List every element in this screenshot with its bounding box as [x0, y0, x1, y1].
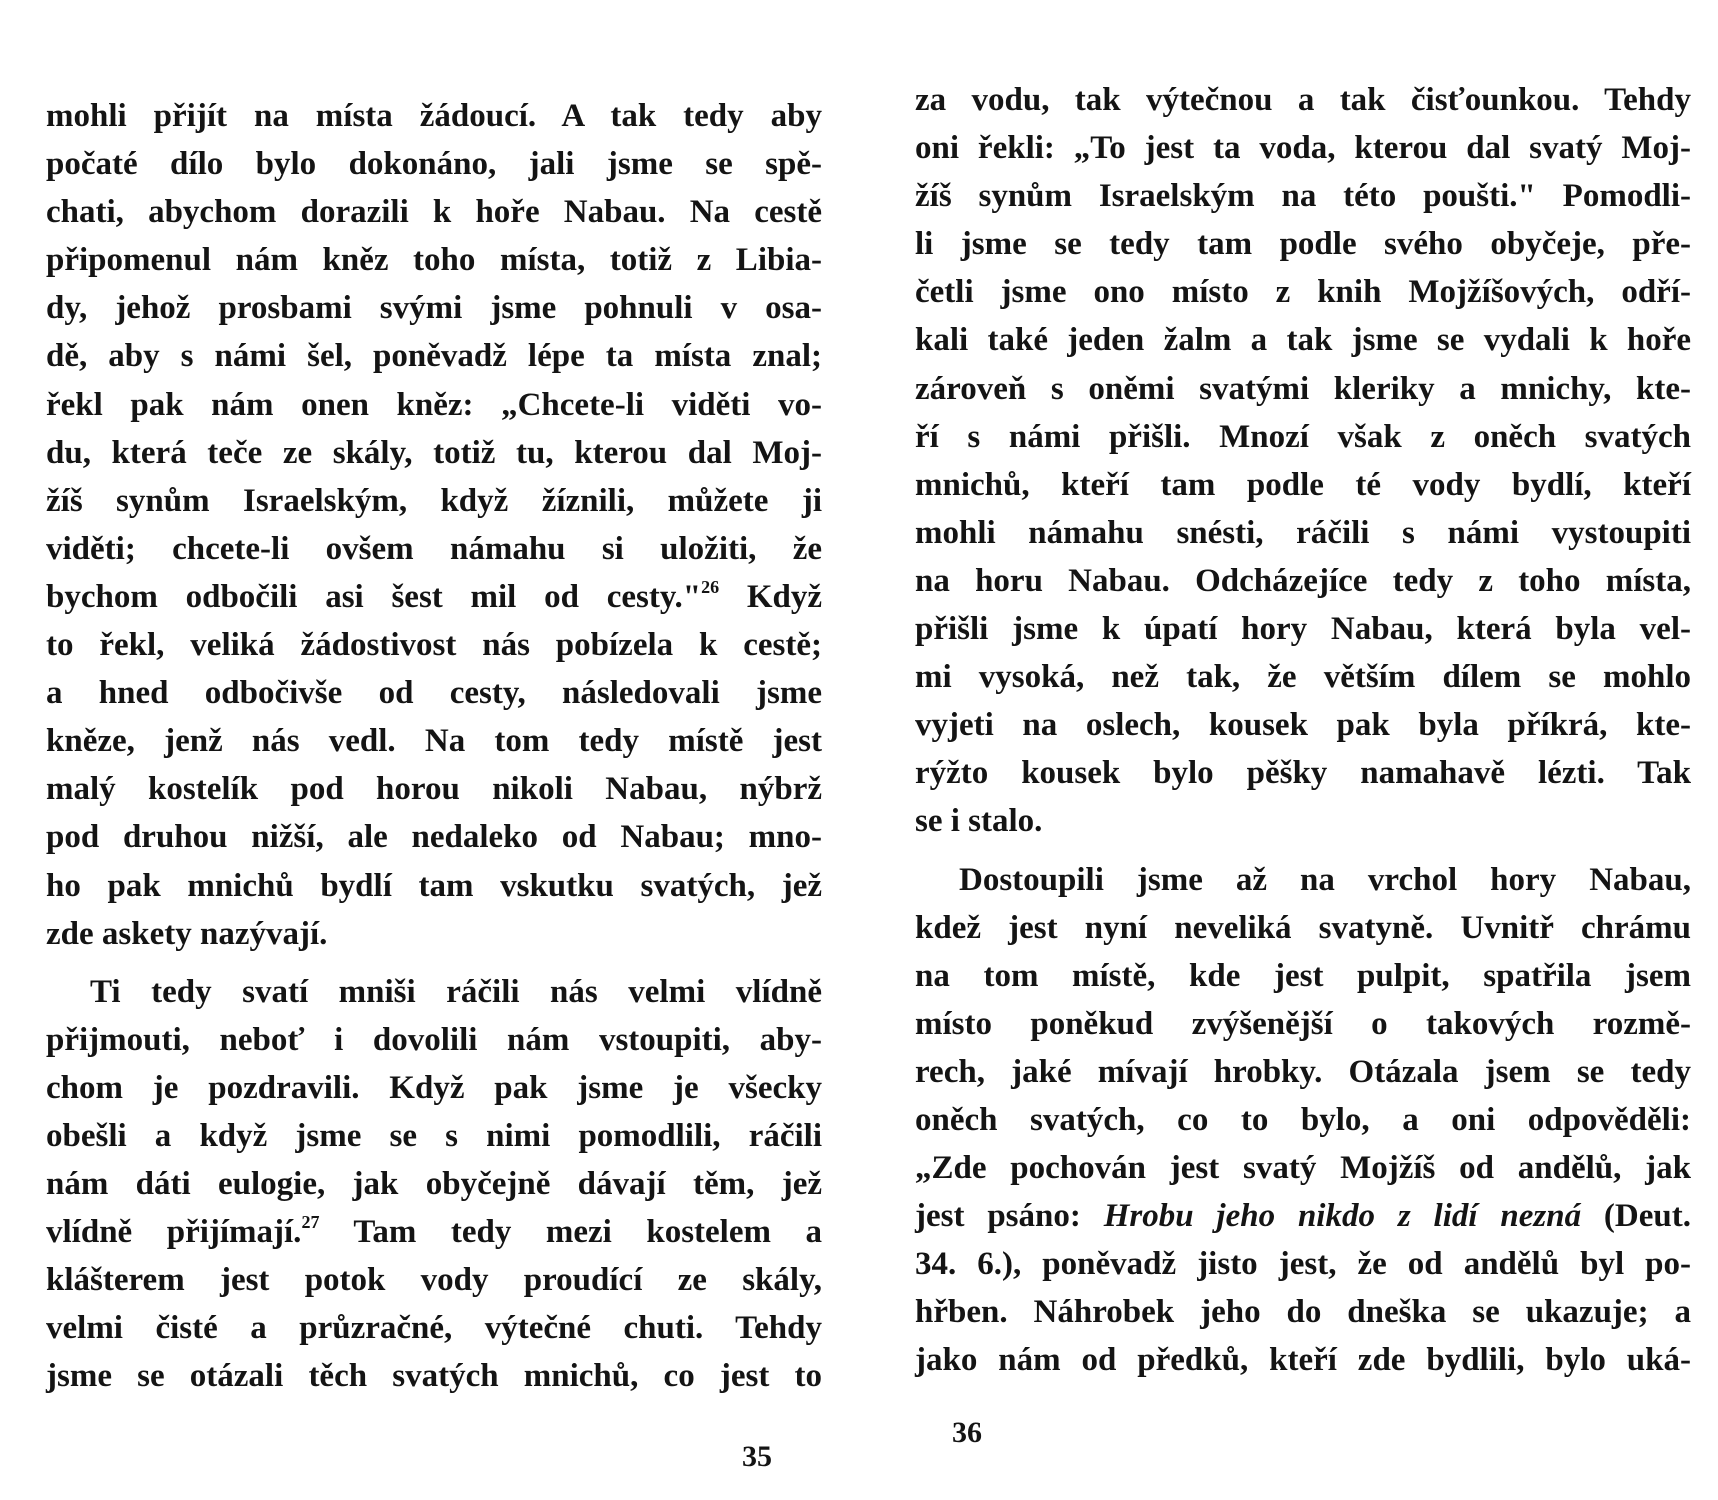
- text-line: rech, jaké mívají hrobky. Otázala jsem se tedy: [915, 1053, 1691, 1090]
- text-line: nám dáti eulogie, jak obyčejně dávají těm, jež: [46, 1166, 822, 1203]
- text-line: malý kostelík pod horou nikoli Nabau, nýbrž: [46, 771, 822, 808]
- text-line: obešli a když jsme se s nimi pomodlili, ráčili: [46, 1117, 822, 1154]
- text-line: na tom místě, kde jest pulpit, spatřila jsem: [915, 957, 1691, 994]
- right-page: [859, 0, 1718, 1500]
- text-line: oni řekli: „To jest ta voda, kterou dal svatý Moj-: [915, 130, 1691, 167]
- text-line: kdež jest nyní neveliká svatyně. Uvnitř chrámu: [915, 909, 1691, 946]
- text-line: připomenul nám kněz toho místa, totiž z Libia-: [46, 242, 822, 279]
- text-line: li jsme se tedy tam podle svého obyčeje, pře-: [915, 226, 1691, 263]
- text-line: velmi čisté a průzračné, výtečné chuti. Tehdy: [46, 1310, 822, 1347]
- text-line: klášterem jest potok vody proudící ze skály,: [46, 1262, 822, 1299]
- text-line: mohli námahu snésti, ráčili s námi vystoupiti: [915, 514, 1691, 551]
- text-line: zároveň s oněmi svatými kleriky a mnichy, kte-: [915, 370, 1691, 407]
- text-line: oněch svatých, co to bylo, a oni odpověděli:: [915, 1101, 1691, 1138]
- text-line: žíš synům Israelským na této poušti." Pomodli-: [915, 178, 1691, 215]
- italic-citation: Hrobu jeho nikdo z lidí nezná: [1103, 1198, 1582, 1235]
- paragraph-first-line: Ti tedy svatí mniši ráčili nás velmi vlídně: [90, 973, 822, 1010]
- text-line: četli jsme ono místo z knih Mojžíšových, odří-: [915, 274, 1691, 311]
- text-line: mnichů, kteří tam podle té vody bydlí, kteří: [915, 466, 1691, 503]
- text-line: du, která teče ze skály, totiž tu, kterou dal Moj-: [46, 434, 822, 471]
- text-line: jako nám od předků, kteří zde bydlili, bylo uká-: [915, 1342, 1691, 1379]
- text-line: rýžto kousek bylo pěšky namahavě lézti. Tak: [915, 755, 1691, 792]
- text-line: žíš synům Israelským, když žíznili, můžete ji: [46, 482, 822, 519]
- text-line: přišli jsme k úpatí hory Nabau, která byla vel-: [915, 611, 1691, 648]
- text-segment: (Deut.: [1581, 1198, 1691, 1235]
- paragraph-first-line: Dostoupili jsme až na vrchol hory Nabau,: [959, 861, 1691, 898]
- text-line: místo poněkud zvýšenější o takových rozmě-: [915, 1005, 1691, 1042]
- text-line: mi vysoká, než tak, že větším dílem se mohlo: [915, 659, 1691, 696]
- text-line: řekl pak nám onen kněz: „Chcete-li viděti vo-: [46, 386, 822, 423]
- text-line: „Zde pochován jest svatý Mojžíš od andělů, jak: [915, 1150, 1691, 1187]
- text-line: mohli přijít na místa žádoucí. A tak tedy aby: [46, 98, 822, 134]
- text-line: a hned odbočivše od cesty, následovali jsme: [46, 675, 822, 712]
- text-segment: Tam tedy mezi kostelem a: [319, 1214, 822, 1251]
- page-number: 36: [952, 1416, 982, 1449]
- text-line-with-citation: [915, 1192, 1691, 1240]
- text-line-with-footnote: [46, 1208, 822, 1256]
- footnote-marker: 27: [301, 1212, 320, 1233]
- text-line: počaté dílo bylo dokonáno, jali jsme se spě-: [46, 146, 822, 183]
- text-line: kali také jeden žalm a tak jsme se vydali k hoře: [915, 322, 1691, 359]
- text-line: chom je pozdravili. Když pak jsme je všecky: [46, 1069, 822, 1106]
- text-line: viděti; chcete-li ovšem námahu si uložiti, že: [46, 530, 822, 567]
- text-line: vyjeti na oslech, kousek pak byla příkrá, kte-: [915, 707, 1691, 744]
- text-line: zde askety nazývají.: [46, 915, 328, 952]
- text-line: ří s námi přišli. Mnozí však z oněch svatých: [915, 418, 1691, 455]
- text-segment: Když: [719, 578, 822, 615]
- text-line: kněze, jenž nás vedl. Na tom tedy místě jest: [46, 723, 822, 760]
- text-line-with-footnote: [46, 573, 822, 621]
- footnote-marker: 26: [701, 576, 720, 597]
- text-line: jsme se otázali těch svatých mnichů, co jest to: [46, 1358, 822, 1395]
- text-line: 34. 6.), poněvadž jisto jest, že od andělů byl po-: [915, 1246, 1691, 1283]
- text-line: pod druhou nižší, ale nedaleko od Nabau; mno-: [46, 819, 822, 856]
- text-line: se i stalo.: [915, 803, 1043, 840]
- text-line: chati, abychom dorazili k hoře Nabau. Na cestě: [46, 194, 822, 231]
- text-segment: jest psáno:: [915, 1198, 1104, 1235]
- text-segment: bychom odbočili asi šest mil od cesty.": [46, 578, 702, 615]
- page-number: 35: [742, 1440, 772, 1473]
- left-page-text: [46, 92, 822, 1401]
- text-line: dy, jehož prosbami svými jsme pohnuli v osa-: [46, 290, 822, 327]
- text-line: přijmouti, neboť i dovolili nám vstoupiti, aby-: [46, 1021, 822, 1058]
- text-line: hřben. Náhrobek jeho do dneška se ukazuje; a: [915, 1294, 1691, 1331]
- right-page-text: [915, 76, 1691, 1385]
- text-segment: vlídně přijímají.: [46, 1214, 302, 1251]
- text-line: za vodu, tak výtečnou a tak čisťounkou. Tehdy: [915, 82, 1691, 118]
- text-line: na horu Nabau. Odcházejíce tedy z toho místa,: [915, 562, 1691, 599]
- text-line: to řekl, veliká žádostivost nás pobízela k cestě;: [46, 627, 822, 664]
- text-line: dě, aby s námi šel, poněvadž lépe ta místa znal;: [46, 338, 822, 375]
- text-line: ho pak mnichů bydlí tam vskutku svatých, jež: [46, 867, 822, 904]
